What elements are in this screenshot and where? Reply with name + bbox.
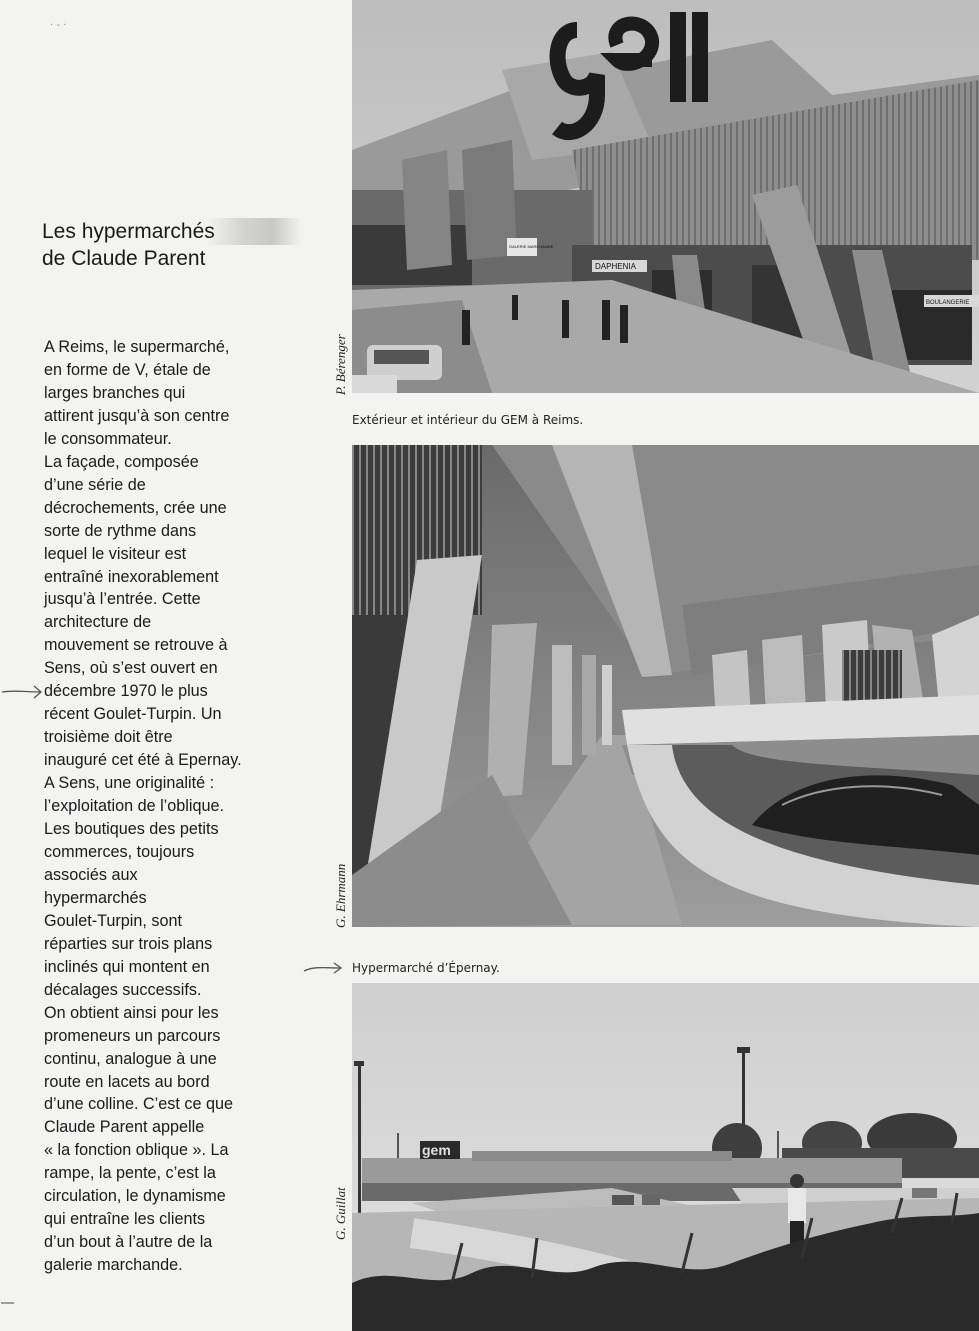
body-line: associés aux	[44, 865, 138, 884]
sign-shop: BOULANGERIE	[926, 300, 970, 306]
body-line: le consommateur.	[44, 429, 172, 448]
body-line: galerie marchande.	[44, 1256, 183, 1275]
body-line: Sens, où s’est ouvert en	[44, 659, 218, 678]
body-line: jusqu’à l’entrée. Cette	[44, 590, 201, 609]
body-line: La façade, composée	[44, 452, 199, 471]
article-body	[44, 336, 334, 1277]
page-speckle: · ‐ ·	[50, 20, 67, 31]
body-line: décembre 1970 le plus	[44, 682, 208, 701]
photo-epernay-interior	[352, 445, 979, 927]
body-line: d’une série de	[44, 475, 146, 494]
body-line: route en lacets au bord	[44, 1072, 210, 1091]
body-line: troisième doit être	[44, 728, 173, 747]
photo-credit: G. Guillat	[333, 1187, 348, 1240]
body-line: hypermarchés	[44, 888, 147, 907]
body-line: promeneurs un parcours	[44, 1026, 221, 1045]
photo-gem-exterior-landscape	[352, 983, 979, 1331]
gem-sign	[420, 1141, 460, 1159]
body-line: d’un bout à l’autre de la	[44, 1233, 213, 1252]
body-line: A Sens, une originalité :	[44, 774, 215, 793]
article-title	[42, 218, 322, 272]
photo-credit: G. Ehrmann	[333, 863, 348, 928]
body-line: réparties sur trois plans	[44, 934, 213, 953]
body-line: décalages successifs.	[44, 980, 202, 999]
body-line: d’une colline. C’est ce que	[44, 1095, 233, 1114]
title-line: de Claude Parent	[42, 247, 206, 270]
body-line: mouvement se retrouve à	[44, 636, 228, 655]
body-line: Les boutiques des petits	[44, 820, 219, 839]
gem-sign-text: gem	[582, 80, 584, 81]
body-line: A Reims, le supermarché,	[44, 338, 230, 356]
photo-caption: Hypermarché d’Épernay.	[352, 961, 500, 975]
photo-credit: P. Bérenger	[333, 334, 348, 395]
gem-sign-text: gem	[422, 1142, 451, 1158]
body-line: qui entraîne les clients	[44, 1210, 206, 1229]
body-line: récent Goulet-Turpin. Un	[44, 705, 222, 724]
body-line: Goulet-Turpin, sont	[44, 911, 182, 930]
pen-tick-mark	[0, 1296, 18, 1310]
sign-shop: DAPHENIA	[595, 262, 636, 271]
photo-gem-reims-exterior	[352, 0, 979, 393]
body-line: décrochements, crée une	[44, 498, 227, 517]
body-line: inauguré cet été à Epernay.	[44, 751, 242, 770]
body-line: continu, analogue à une	[44, 1049, 217, 1068]
body-line: entraîné inexorablement	[44, 567, 219, 586]
body-line: On obtient ainsi pour les	[44, 1003, 219, 1022]
body-line: sorte de rythme dans	[44, 521, 197, 540]
body-line: en forme de V, étale de	[44, 360, 211, 379]
title-line: Les hypermarchés	[42, 218, 322, 245]
body-line: commerces, toujours	[44, 842, 195, 861]
body-line: architecture de	[44, 613, 152, 632]
body-line: l’exploitation de l’oblique.	[44, 797, 224, 816]
body-line: rampe, la pente, c’est la	[44, 1164, 216, 1183]
sign-galerie-marchande: GALERIE MARCHANDE	[509, 244, 554, 249]
body-line: « la fonction oblique ». La	[44, 1141, 229, 1160]
body-line: lequel le visiteur est	[44, 544, 187, 563]
photo-caption: Extérieur et intérieur du GEM à Reims.	[352, 413, 584, 427]
body-line: Claude Parent appelle	[44, 1118, 205, 1137]
body-line: circulation, le dynamisme	[44, 1187, 226, 1206]
body-line: larges branches qui	[44, 383, 186, 402]
pen-arrow-mark	[0, 680, 48, 704]
body-line: attirent jusqu’à son centre	[44, 406, 230, 425]
body-line: inclinés qui montent en	[44, 957, 210, 976]
pen-arrow-mark	[302, 958, 346, 980]
